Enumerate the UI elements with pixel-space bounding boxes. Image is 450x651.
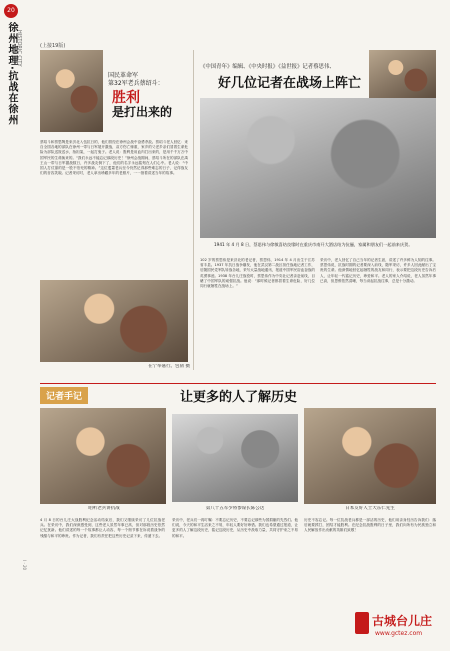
section-headline: 让更多的人了解历史 bbox=[180, 390, 298, 405]
story2-kicker: 《中国青年》编辑、《中央时报》《益世报》记者蔡思伟、 bbox=[200, 64, 335, 70]
watermark-logo bbox=[355, 612, 369, 634]
photo-caption-2: 第八十五军少将参谋长陈公达 bbox=[205, 506, 265, 511]
story2-photo-caption: 1941 年 4 月 8 日，蔡思伟与徐敏喜结良缘时在重庆市南开大酒店结为伉俪，家属和朋友们一起前来庆贺。 bbox=[214, 242, 413, 247]
photo-caption-1: 咱听老兵讲抗战 bbox=[88, 506, 120, 511]
elderly-journalist-photo bbox=[369, 50, 436, 100]
section-rule bbox=[40, 383, 436, 384]
street-scene-photo bbox=[40, 280, 188, 362]
group-soldiers-photo bbox=[172, 414, 298, 502]
story1-label-top: 国民革命军 bbox=[108, 72, 139, 79]
story2-body-right: 采访中，老人回忆了自己当年的记者生涯，讲述了许多鲜为人知的往事。蔡思伟说，抗战时期的记者要深入前线，随军采访，许多人因此献出了宝贵的生命。他深情地回忆起牺牲的战友和同行，表示要把这段历史告诉后人，让年轻一代铭记历史，珍爱和平。老人的家人介绍说，老人虽然年事已高，但思维依然清晰，每当谈起抗战往事，总是十分激动。 bbox=[320, 258, 436, 283]
story1-headline-red: 胜利 bbox=[112, 90, 140, 106]
story2-headline: 好几位记者在战场上阵亡 bbox=[218, 76, 362, 91]
story1-label-mid: 第32军老兵蔡绍斗： bbox=[108, 80, 164, 87]
story1-body: 蔡绍斗和蔡思陶是来济北入伍抗日的，他们曾经在徐州会战中奋勇杀敌。蔡绍斗老人回忆：来自全国各地的部队在徐州一带与日军展开激战，双方伤亡惨重，家乡的父老乡亲们冒着生命危险为部队送饭送水，抬担架，一起打鬼子。老人说：胜利是用血肉打出来的，是用千千万万中国军民的生命换来的。“我们永远不能忘记那段历史！”徐州会战期间，蔡绍斗所在的部队在禹王山一带与日军激战数日，许多战友倒下了，他们的名字永远铭刻在人们心中。老人说：“中国人打仗靠的是一股不怕死的精神。”这位耄耋老兵至今仍然记得那些难忘的日子，记得战友们的音容笑貌。记者采访时，老人拿出珍藏多年的老照片，一一指着讲述当年的故事。 bbox=[40, 140, 188, 176]
handshake-photo bbox=[304, 408, 436, 504]
watermark-url: www.gctez.com bbox=[375, 630, 423, 637]
bottom-body-col3: 历史不容忘记。每一位抗战老兵都是一部活的历史，他们用亲身经历告诉我们：落后就要挨打，团结才能胜利。在纪念抗战胜利的日子里，我们向所有为民族独立和人民解放作出贡献的英雄们致敬！ bbox=[304, 518, 436, 533]
photo-caption-3: 日本友好人士大东仁先生 bbox=[345, 506, 395, 511]
column-divider bbox=[193, 50, 194, 370]
bottom-body-col2: 采访中，老兵们一再叮嘱：不要忘记历史，不要忘记那些为国捐躯的先烈们。他们说，今天的和平生活来之不易，年轻人要好好珍惜。我们也希望通过报道，让更多的人了解这段历史，铭记这段历史，从历史中汲取力量，共同守护来之不易的和平。 bbox=[172, 518, 298, 538]
watermark-brand: 古城台儿庄 bbox=[372, 614, 433, 628]
story1-headline: 是打出来的 bbox=[112, 105, 173, 119]
section-tag: 记者手记 bbox=[40, 387, 88, 404]
wedding-portrait-photo bbox=[200, 98, 436, 238]
story2-body-left: 102 岁的蔡思伟是来济北的老记者，蔡思伟，1914 年 4 月出生于江苏省丰县。1937 年抗日战争爆发，他在武汉第二战区担任战地记者工作，后随国民党军队转战各地，采写大量战地通讯，报道中国军民浴血奋战的英勇事迹。1938 年台儿庄战役时，蔡思伟作为中央社记者亲赴前线，目睹了中国军队的顽强抗战。他说：“那时候记者都冒着生命危险，好几位同行就牺牲在战场上。” bbox=[200, 258, 315, 289]
continuation-tag: (上接19版) bbox=[40, 43, 66, 49]
story1-photo-caption: 在宁举嘉行。包韧 摄 bbox=[148, 364, 190, 369]
veteran-portrait-photo bbox=[40, 50, 103, 132]
section-side-title: 徐州地理·抗战在徐州 bbox=[6, 22, 17, 126]
bottom-body-col1: 4 月 8 日的台儿庄大战胜利纪念活动结束后，我们又继续采访了几位抗战老兵。在采访中，我们深深感受到，这些老人虽然年事已高，但对那段历史依然记忆犹新。他们讲述的每一个故事都让人动容，每一个细节都在诉说着战争的残酷与和平的珍贵。作为记者，我们有责任把这些历史记录下来，传递下去。 bbox=[40, 518, 165, 538]
veteran-listening-photo bbox=[40, 408, 166, 504]
vertical-margin-text: I · 20 bbox=[22, 560, 27, 571]
section-side-subtitle: HISTORIC CITY bbox=[16, 30, 22, 67]
page-number-badge: 20 bbox=[4, 4, 18, 18]
